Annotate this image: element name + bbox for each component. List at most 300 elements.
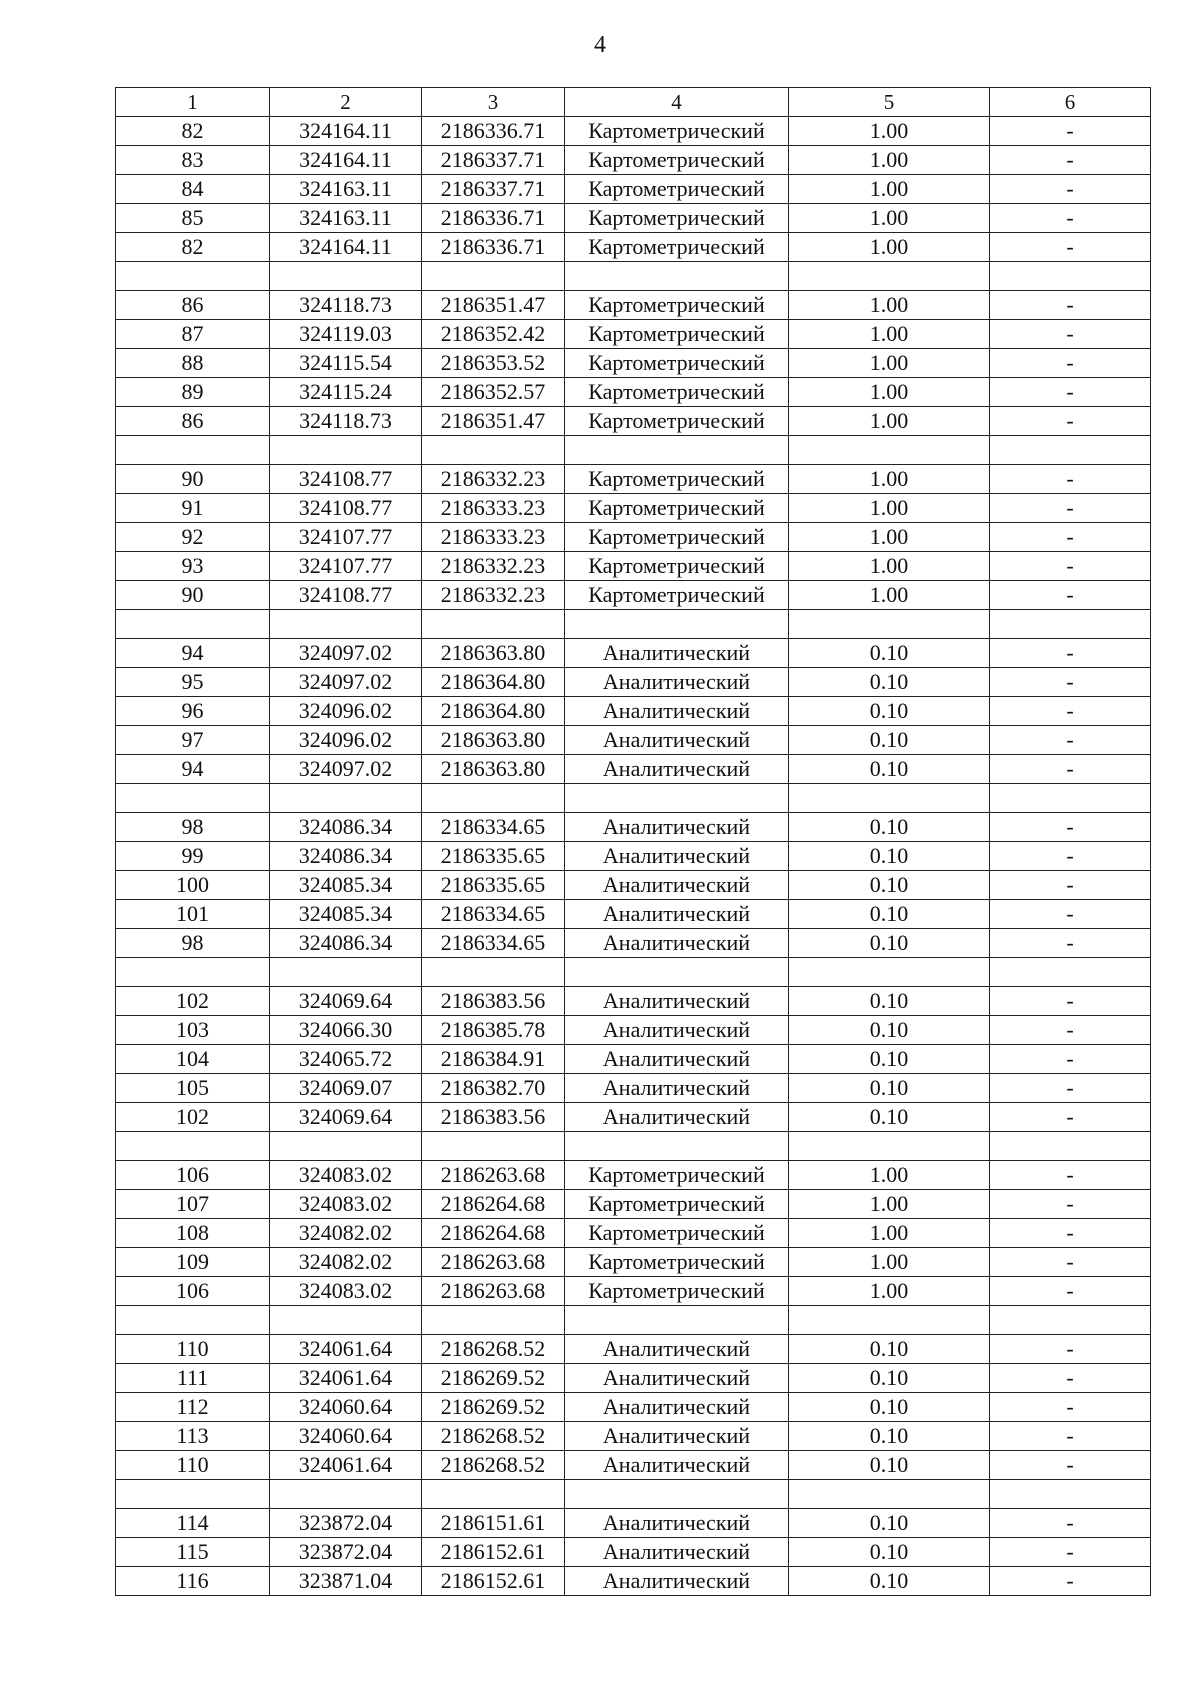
description-cell: - (990, 1277, 1151, 1306)
description-cell (990, 1480, 1151, 1509)
x-coordinate-cell: 324118.73 (270, 407, 422, 436)
point-number-cell: 116 (116, 1567, 270, 1596)
method-cell: Аналитический (565, 1538, 789, 1567)
method-cell: Аналитический (565, 697, 789, 726)
accuracy-cell: 0.10 (789, 697, 990, 726)
point-number-cell: 85 (116, 204, 270, 233)
x-coordinate-cell: 324083.02 (270, 1190, 422, 1219)
y-coordinate-cell: 2186337.71 (422, 175, 565, 204)
method-cell (565, 784, 789, 813)
table-row (116, 958, 1151, 987)
description-cell: - (990, 320, 1151, 349)
x-coordinate-cell: 324060.64 (270, 1422, 422, 1451)
method-cell: Аналитический (565, 1074, 789, 1103)
method-cell: Картометрический (565, 552, 789, 581)
y-coordinate-cell: 2186334.65 (422, 813, 565, 842)
point-number-cell: 97 (116, 726, 270, 755)
method-cell: Аналитический (565, 668, 789, 697)
accuracy-cell: 1.00 (789, 378, 990, 407)
x-coordinate-cell: 324082.02 (270, 1248, 422, 1277)
point-number-cell: 86 (116, 291, 270, 320)
table-row (116, 320, 1151, 349)
point-number-cell (116, 262, 270, 291)
y-coordinate-cell: 2186268.52 (422, 1335, 565, 1364)
table-row (116, 465, 1151, 494)
accuracy-cell (789, 610, 990, 639)
accuracy-cell: 0.10 (789, 1567, 990, 1596)
y-coordinate-cell: 2186263.68 (422, 1277, 565, 1306)
point-number-cell: 108 (116, 1219, 270, 1248)
y-coordinate-cell (422, 1132, 565, 1161)
y-coordinate-cell (422, 436, 565, 465)
description-cell: - (990, 1509, 1151, 1538)
accuracy-cell: 0.10 (789, 755, 990, 784)
table-row (116, 610, 1151, 639)
point-number-cell (116, 1480, 270, 1509)
accuracy-cell: 1.00 (789, 1248, 990, 1277)
accuracy-cell (789, 1480, 990, 1509)
description-cell: - (990, 1190, 1151, 1219)
point-number-cell: 110 (116, 1335, 270, 1364)
accuracy-cell: 0.10 (789, 871, 990, 900)
table-row (116, 1016, 1151, 1045)
column-header-1: 1 (116, 88, 270, 117)
x-coordinate-cell: 324082.02 (270, 1219, 422, 1248)
point-number-cell: 100 (116, 871, 270, 900)
method-cell: Аналитический (565, 1364, 789, 1393)
description-cell: - (990, 117, 1151, 146)
x-coordinate-cell: 324119.03 (270, 320, 422, 349)
table-row (116, 639, 1151, 668)
description-cell: - (990, 407, 1151, 436)
x-coordinate-cell: 324065.72 (270, 1045, 422, 1074)
y-coordinate-cell: 2186151.61 (422, 1509, 565, 1538)
accuracy-cell: 0.10 (789, 1422, 990, 1451)
y-coordinate-cell: 2186332.23 (422, 465, 565, 494)
method-cell: Аналитический (565, 1016, 789, 1045)
accuracy-cell: 1.00 (789, 407, 990, 436)
method-cell: Аналитический (565, 1103, 789, 1132)
accuracy-cell (789, 262, 990, 291)
y-coordinate-cell: 2186263.68 (422, 1161, 565, 1190)
table-row (116, 146, 1151, 175)
description-cell: - (990, 233, 1151, 262)
x-coordinate-cell: 324107.77 (270, 523, 422, 552)
point-number-cell: 111 (116, 1364, 270, 1393)
point-number-cell: 86 (116, 407, 270, 436)
x-coordinate-cell: 324164.11 (270, 117, 422, 146)
point-number-cell: 112 (116, 1393, 270, 1422)
x-coordinate-cell: 324083.02 (270, 1277, 422, 1306)
table-row (116, 1480, 1151, 1509)
table-row (116, 117, 1151, 146)
point-number-cell: 94 (116, 639, 270, 668)
y-coordinate-cell (422, 958, 565, 987)
accuracy-cell: 0.10 (789, 900, 990, 929)
method-cell: Картометрический (565, 291, 789, 320)
y-coordinate-cell (422, 1306, 565, 1335)
table-row (116, 1335, 1151, 1364)
description-cell (990, 610, 1151, 639)
y-coordinate-cell: 2186384.91 (422, 1045, 565, 1074)
x-coordinate-cell: 324066.30 (270, 1016, 422, 1045)
y-coordinate-cell: 2186337.71 (422, 146, 565, 175)
description-cell: - (990, 1422, 1151, 1451)
description-cell: - (990, 1364, 1151, 1393)
table-row (116, 175, 1151, 204)
accuracy-cell: 1.00 (789, 291, 990, 320)
y-coordinate-cell (422, 1480, 565, 1509)
description-cell: - (990, 929, 1151, 958)
description-cell (990, 436, 1151, 465)
method-cell: Картометрический (565, 1277, 789, 1306)
x-coordinate-cell: 324061.64 (270, 1451, 422, 1480)
description-cell: - (990, 871, 1151, 900)
x-coordinate-cell (270, 1132, 422, 1161)
description-cell: - (990, 697, 1151, 726)
x-coordinate-cell: 324069.64 (270, 987, 422, 1016)
table-row (116, 233, 1151, 262)
point-number-cell: 113 (116, 1422, 270, 1451)
y-coordinate-cell: 2186364.80 (422, 697, 565, 726)
y-coordinate-cell: 2186364.80 (422, 668, 565, 697)
x-coordinate-cell: 324085.34 (270, 871, 422, 900)
x-coordinate-cell: 324107.77 (270, 552, 422, 581)
table-row (116, 291, 1151, 320)
point-number-cell: 106 (116, 1161, 270, 1190)
x-coordinate-cell (270, 958, 422, 987)
y-coordinate-cell: 2186351.47 (422, 407, 565, 436)
description-cell: - (990, 1335, 1151, 1364)
header-row (116, 88, 1151, 117)
table-row (116, 668, 1151, 697)
description-cell: - (990, 1393, 1151, 1422)
y-coordinate-cell: 2186363.80 (422, 639, 565, 668)
table-row (116, 1393, 1151, 1422)
method-cell: Картометрический (565, 146, 789, 175)
method-cell: Аналитический (565, 1045, 789, 1074)
description-cell: - (990, 639, 1151, 668)
table-row (116, 1422, 1151, 1451)
point-number-cell: 99 (116, 842, 270, 871)
table-row (116, 1103, 1151, 1132)
method-cell: Аналитический (565, 900, 789, 929)
accuracy-cell: 0.10 (789, 639, 990, 668)
point-number-cell: 103 (116, 1016, 270, 1045)
x-coordinate-cell (270, 262, 422, 291)
point-number-cell: 101 (116, 900, 270, 929)
x-coordinate-cell: 324108.77 (270, 465, 422, 494)
y-coordinate-cell: 2186383.56 (422, 1103, 565, 1132)
point-number-cell: 93 (116, 552, 270, 581)
method-cell: Картометрический (565, 494, 789, 523)
method-cell: Аналитический (565, 813, 789, 842)
point-number-cell: 107 (116, 1190, 270, 1219)
x-coordinate-cell: 324069.07 (270, 1074, 422, 1103)
table-row (116, 1306, 1151, 1335)
method-cell: Картометрический (565, 320, 789, 349)
accuracy-cell: 0.10 (789, 1364, 990, 1393)
y-coordinate-cell: 2186353.52 (422, 349, 565, 378)
y-coordinate-cell: 2186382.70 (422, 1074, 565, 1103)
description-cell: - (990, 523, 1151, 552)
accuracy-cell: 0.10 (789, 813, 990, 842)
method-cell (565, 958, 789, 987)
y-coordinate-cell (422, 784, 565, 813)
method-cell: Аналитический (565, 871, 789, 900)
description-cell: - (990, 1074, 1151, 1103)
point-number-cell: 84 (116, 175, 270, 204)
description-cell: - (990, 1045, 1151, 1074)
method-cell: Картометрический (565, 1248, 789, 1277)
column-header-5: 5 (789, 88, 990, 117)
method-cell: Аналитический (565, 639, 789, 668)
x-coordinate-cell: 324086.34 (270, 929, 422, 958)
x-coordinate-cell (270, 1306, 422, 1335)
description-cell (990, 1132, 1151, 1161)
point-number-cell: 82 (116, 117, 270, 146)
description-cell: - (990, 204, 1151, 233)
x-coordinate-cell: 324163.11 (270, 204, 422, 233)
accuracy-cell: 1.00 (789, 523, 990, 552)
description-cell: - (990, 842, 1151, 871)
accuracy-cell: 1.00 (789, 146, 990, 175)
column-header-4: 4 (565, 88, 789, 117)
y-coordinate-cell: 2186332.23 (422, 552, 565, 581)
point-number-cell: 109 (116, 1248, 270, 1277)
method-cell: Аналитический (565, 1567, 789, 1596)
y-coordinate-cell: 2186334.65 (422, 900, 565, 929)
x-coordinate-cell: 323871.04 (270, 1567, 422, 1596)
method-cell: Картометрический (565, 465, 789, 494)
y-coordinate-cell: 2186363.80 (422, 755, 565, 784)
description-cell: - (990, 349, 1151, 378)
description-cell: - (990, 1219, 1151, 1248)
method-cell: Картометрический (565, 523, 789, 552)
x-coordinate-cell: 324085.34 (270, 900, 422, 929)
method-cell: Аналитический (565, 1451, 789, 1480)
table-row (116, 697, 1151, 726)
accuracy-cell (789, 1132, 990, 1161)
description-cell: - (990, 1567, 1151, 1596)
accuracy-cell: 1.00 (789, 494, 990, 523)
accuracy-cell: 0.10 (789, 929, 990, 958)
accuracy-cell: 0.10 (789, 987, 990, 1016)
method-cell: Картометрический (565, 407, 789, 436)
table-row (116, 1364, 1151, 1393)
y-coordinate-cell: 2186152.61 (422, 1567, 565, 1596)
description-cell: - (990, 175, 1151, 204)
y-coordinate-cell: 2186269.52 (422, 1364, 565, 1393)
x-coordinate-cell: 324115.24 (270, 378, 422, 407)
description-cell (990, 784, 1151, 813)
y-coordinate-cell: 2186363.80 (422, 726, 565, 755)
table-row (116, 900, 1151, 929)
x-coordinate-cell: 324108.77 (270, 581, 422, 610)
table-row (116, 581, 1151, 610)
x-coordinate-cell (270, 784, 422, 813)
table-row (116, 1132, 1151, 1161)
y-coordinate-cell: 2186352.42 (422, 320, 565, 349)
point-number-cell: 114 (116, 1509, 270, 1538)
method-cell (565, 436, 789, 465)
point-number-cell (116, 610, 270, 639)
description-cell: - (990, 813, 1151, 842)
table-header (116, 88, 1151, 117)
description-cell: - (990, 581, 1151, 610)
x-coordinate-cell: 324097.02 (270, 755, 422, 784)
table-row (116, 1567, 1151, 1596)
method-cell: Аналитический (565, 1509, 789, 1538)
method-cell: Картометрический (565, 175, 789, 204)
point-number-cell (116, 1132, 270, 1161)
point-number-cell: 104 (116, 1045, 270, 1074)
table-row (116, 1045, 1151, 1074)
table-row (116, 1248, 1151, 1277)
table-row (116, 929, 1151, 958)
method-cell: Аналитический (565, 842, 789, 871)
accuracy-cell: 1.00 (789, 581, 990, 610)
method-cell: Картометрический (565, 349, 789, 378)
description-cell: - (990, 900, 1151, 929)
table-row (116, 1451, 1151, 1480)
accuracy-cell (789, 784, 990, 813)
point-number-cell: 102 (116, 1103, 270, 1132)
point-number-cell: 91 (116, 494, 270, 523)
table-row (116, 407, 1151, 436)
point-number-cell: 83 (116, 146, 270, 175)
y-coordinate-cell: 2186336.71 (422, 117, 565, 146)
accuracy-cell: 0.10 (789, 1016, 990, 1045)
method-cell (565, 262, 789, 291)
accuracy-cell: 1.00 (789, 204, 990, 233)
y-coordinate-cell (422, 262, 565, 291)
method-cell: Аналитический (565, 1335, 789, 1364)
x-coordinate-cell: 324096.02 (270, 726, 422, 755)
x-coordinate-cell: 323872.04 (270, 1509, 422, 1538)
table-row (116, 871, 1151, 900)
table-row (116, 552, 1151, 581)
accuracy-cell: 0.10 (789, 1538, 990, 1567)
method-cell: Картометрический (565, 581, 789, 610)
point-number-cell: 110 (116, 1451, 270, 1480)
description-cell: - (990, 1451, 1151, 1480)
y-coordinate-cell: 2186333.23 (422, 494, 565, 523)
method-cell: Аналитический (565, 929, 789, 958)
point-number-cell: 90 (116, 581, 270, 610)
x-coordinate-cell (270, 610, 422, 639)
description-cell: - (990, 755, 1151, 784)
y-coordinate-cell: 2186268.52 (422, 1451, 565, 1480)
x-coordinate-cell: 324083.02 (270, 1161, 422, 1190)
point-number-cell (116, 436, 270, 465)
y-coordinate-cell: 2186385.78 (422, 1016, 565, 1045)
point-number-cell: 106 (116, 1277, 270, 1306)
table-row (116, 523, 1151, 552)
x-coordinate-cell: 324097.02 (270, 639, 422, 668)
description-cell (990, 262, 1151, 291)
y-coordinate-cell: 2186333.23 (422, 523, 565, 552)
description-cell: - (990, 378, 1151, 407)
table-row (116, 726, 1151, 755)
description-cell: - (990, 494, 1151, 523)
x-coordinate-cell (270, 1480, 422, 1509)
table-body (116, 117, 1151, 1596)
description-cell: - (990, 668, 1151, 697)
point-number-cell (116, 1306, 270, 1335)
accuracy-cell: 1.00 (789, 349, 990, 378)
method-cell (565, 1132, 789, 1161)
x-coordinate-cell: 324060.64 (270, 1393, 422, 1422)
method-cell: Картометрический (565, 378, 789, 407)
table-row (116, 204, 1151, 233)
y-coordinate-cell: 2186335.65 (422, 842, 565, 871)
point-number-cell: 89 (116, 378, 270, 407)
y-coordinate-cell: 2186268.52 (422, 1422, 565, 1451)
method-cell: Картометрический (565, 117, 789, 146)
x-coordinate-cell: 324069.64 (270, 1103, 422, 1132)
description-cell: - (990, 291, 1151, 320)
point-number-cell: 82 (116, 233, 270, 262)
point-number-cell: 92 (116, 523, 270, 552)
accuracy-cell: 0.10 (789, 842, 990, 871)
method-cell (565, 610, 789, 639)
table-row (116, 349, 1151, 378)
accuracy-cell (789, 1306, 990, 1335)
table-row (116, 262, 1151, 291)
accuracy-cell: 1.00 (789, 1219, 990, 1248)
table-row (116, 378, 1151, 407)
table-row (116, 1538, 1151, 1567)
description-cell: - (990, 552, 1151, 581)
x-coordinate-cell: 324118.73 (270, 291, 422, 320)
accuracy-cell: 1.00 (789, 320, 990, 349)
accuracy-cell: 1.00 (789, 552, 990, 581)
column-header-3: 3 (422, 88, 565, 117)
accuracy-cell (789, 958, 990, 987)
description-cell: - (990, 146, 1151, 175)
description-cell: - (990, 1016, 1151, 1045)
accuracy-cell: 1.00 (789, 117, 990, 146)
accuracy-cell: 0.10 (789, 1103, 990, 1132)
method-cell: Аналитический (565, 987, 789, 1016)
y-coordinate-cell: 2186383.56 (422, 987, 565, 1016)
column-header-2: 2 (270, 88, 422, 117)
point-number-cell: 98 (116, 813, 270, 842)
accuracy-cell: 0.10 (789, 1045, 990, 1074)
x-coordinate-cell: 324115.54 (270, 349, 422, 378)
y-coordinate-cell: 2186264.68 (422, 1219, 565, 1248)
accuracy-cell: 0.10 (789, 1335, 990, 1364)
description-cell: - (990, 1538, 1151, 1567)
y-coordinate-cell: 2186334.65 (422, 929, 565, 958)
table-row (116, 436, 1151, 465)
table-row (116, 755, 1151, 784)
point-number-cell: 90 (116, 465, 270, 494)
table-row (116, 1509, 1151, 1538)
method-cell: Аналитический (565, 755, 789, 784)
point-number-cell: 105 (116, 1074, 270, 1103)
x-coordinate-cell: 324097.02 (270, 668, 422, 697)
table-row (116, 1219, 1151, 1248)
description-cell: - (990, 1161, 1151, 1190)
point-number-cell: 87 (116, 320, 270, 349)
table-row (116, 987, 1151, 1016)
y-coordinate-cell (422, 610, 565, 639)
table-row (116, 1190, 1151, 1219)
description-cell: - (990, 726, 1151, 755)
x-coordinate-cell: 324108.77 (270, 494, 422, 523)
